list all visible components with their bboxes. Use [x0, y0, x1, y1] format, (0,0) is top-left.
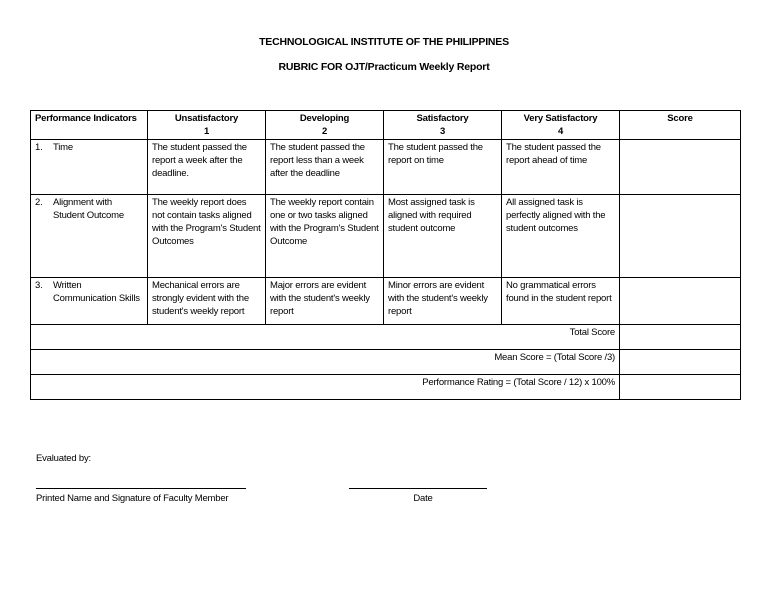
header-very-satisfactory-points: 4 [557, 126, 564, 137]
institution-title: TECHNOLOGICAL INSTITUTE OF THE PHILIPPINES [259, 36, 509, 48]
mean-score-row [31, 350, 741, 375]
criterion-unsatisfactory: The weekly report does not contain tasks aligned with the Program's Student Outcomes [148, 195, 266, 278]
indicator-label: Written Communication Skills [53, 280, 140, 304]
date-caption: Date [413, 493, 433, 504]
mean-score-label: Mean Score = (Total Score /3) [31, 350, 620, 375]
rubric-title: RUBRIC FOR OJT/Practicum Weekly Report [278, 61, 490, 73]
criterion-very-satisfactory: No grammatical errors found in the student report [502, 278, 620, 325]
indicator-number: 1. [35, 142, 43, 153]
header-satisfactory-label: Satisfactory [416, 113, 469, 124]
criterion-unsatisfactory: The student passed the report a week after the deadline. [148, 140, 266, 195]
header-performance-indicators: Performance Indicators [31, 111, 148, 140]
header-developing [266, 111, 384, 140]
header-satisfactory-points: 3 [439, 126, 446, 137]
criterion-developing: The student passed the report less than a week after the deadline [266, 140, 384, 195]
indicator-number: 3. [35, 280, 43, 291]
score-cell[interactable] [620, 140, 741, 195]
table-row [31, 278, 741, 325]
performance-rating-row [31, 375, 741, 400]
header-developing-label: Developing [299, 113, 350, 124]
indicator-cell [31, 195, 148, 278]
header-developing-points: 2 [321, 126, 328, 137]
total-score-row [31, 325, 741, 350]
criterion-developing: The weekly report contain one or two tasks aligned with the Program's Student Outcome [266, 195, 384, 278]
criterion-very-satisfactory: The student passed the report ahead of time [502, 140, 620, 195]
indicator-number: 2. [35, 197, 43, 208]
total-score-cell[interactable] [620, 325, 741, 350]
header-unsatisfactory [148, 111, 266, 140]
signature-line [36, 488, 246, 489]
indicator-label: Alignment with Student Outcome [53, 197, 124, 221]
header-satisfactory [384, 111, 502, 140]
header-unsatisfactory-points: 1 [203, 126, 210, 137]
indicator-cell [31, 140, 148, 195]
indicator-cell [31, 278, 148, 325]
criterion-very-satisfactory: All assigned task is perfectly aligned with the student outcomes [502, 195, 620, 278]
score-cell[interactable] [620, 195, 741, 278]
criterion-satisfactory: The student passed the report on time [384, 140, 502, 195]
indicator-label: Time [53, 142, 73, 153]
criterion-developing: Major errors are evident with the student's weekly report [266, 278, 384, 325]
mean-score-cell[interactable] [620, 350, 741, 375]
header-score: Score [620, 111, 741, 140]
criterion-unsatisfactory: Mechanical errors are strongly evident with the student's weekly report [148, 278, 266, 325]
criterion-satisfactory: Minor errors are evident with the student's weekly report [384, 278, 502, 325]
date-line [349, 488, 487, 489]
rubric-table [30, 110, 741, 400]
total-score-label: Total Score [31, 325, 620, 350]
table-row [31, 140, 741, 195]
evaluated-by-label: Evaluated by: [36, 453, 91, 464]
score-cell[interactable] [620, 278, 741, 325]
performance-rating-cell[interactable] [620, 375, 741, 400]
header-row [31, 111, 741, 140]
table-row [31, 195, 741, 278]
header-very-satisfactory [502, 111, 620, 140]
header-unsatisfactory-label: Unsatisfactory [174, 113, 239, 124]
performance-rating-label: Performance Rating = (Total Score / 12) x 100% [31, 375, 620, 400]
criterion-satisfactory: Most assigned task is aligned with required student outcome [384, 195, 502, 278]
signature-caption: Printed Name and Signature of Faculty Member [36, 493, 229, 504]
header-very-satisfactory-label: Very Satisfactory [523, 113, 598, 124]
